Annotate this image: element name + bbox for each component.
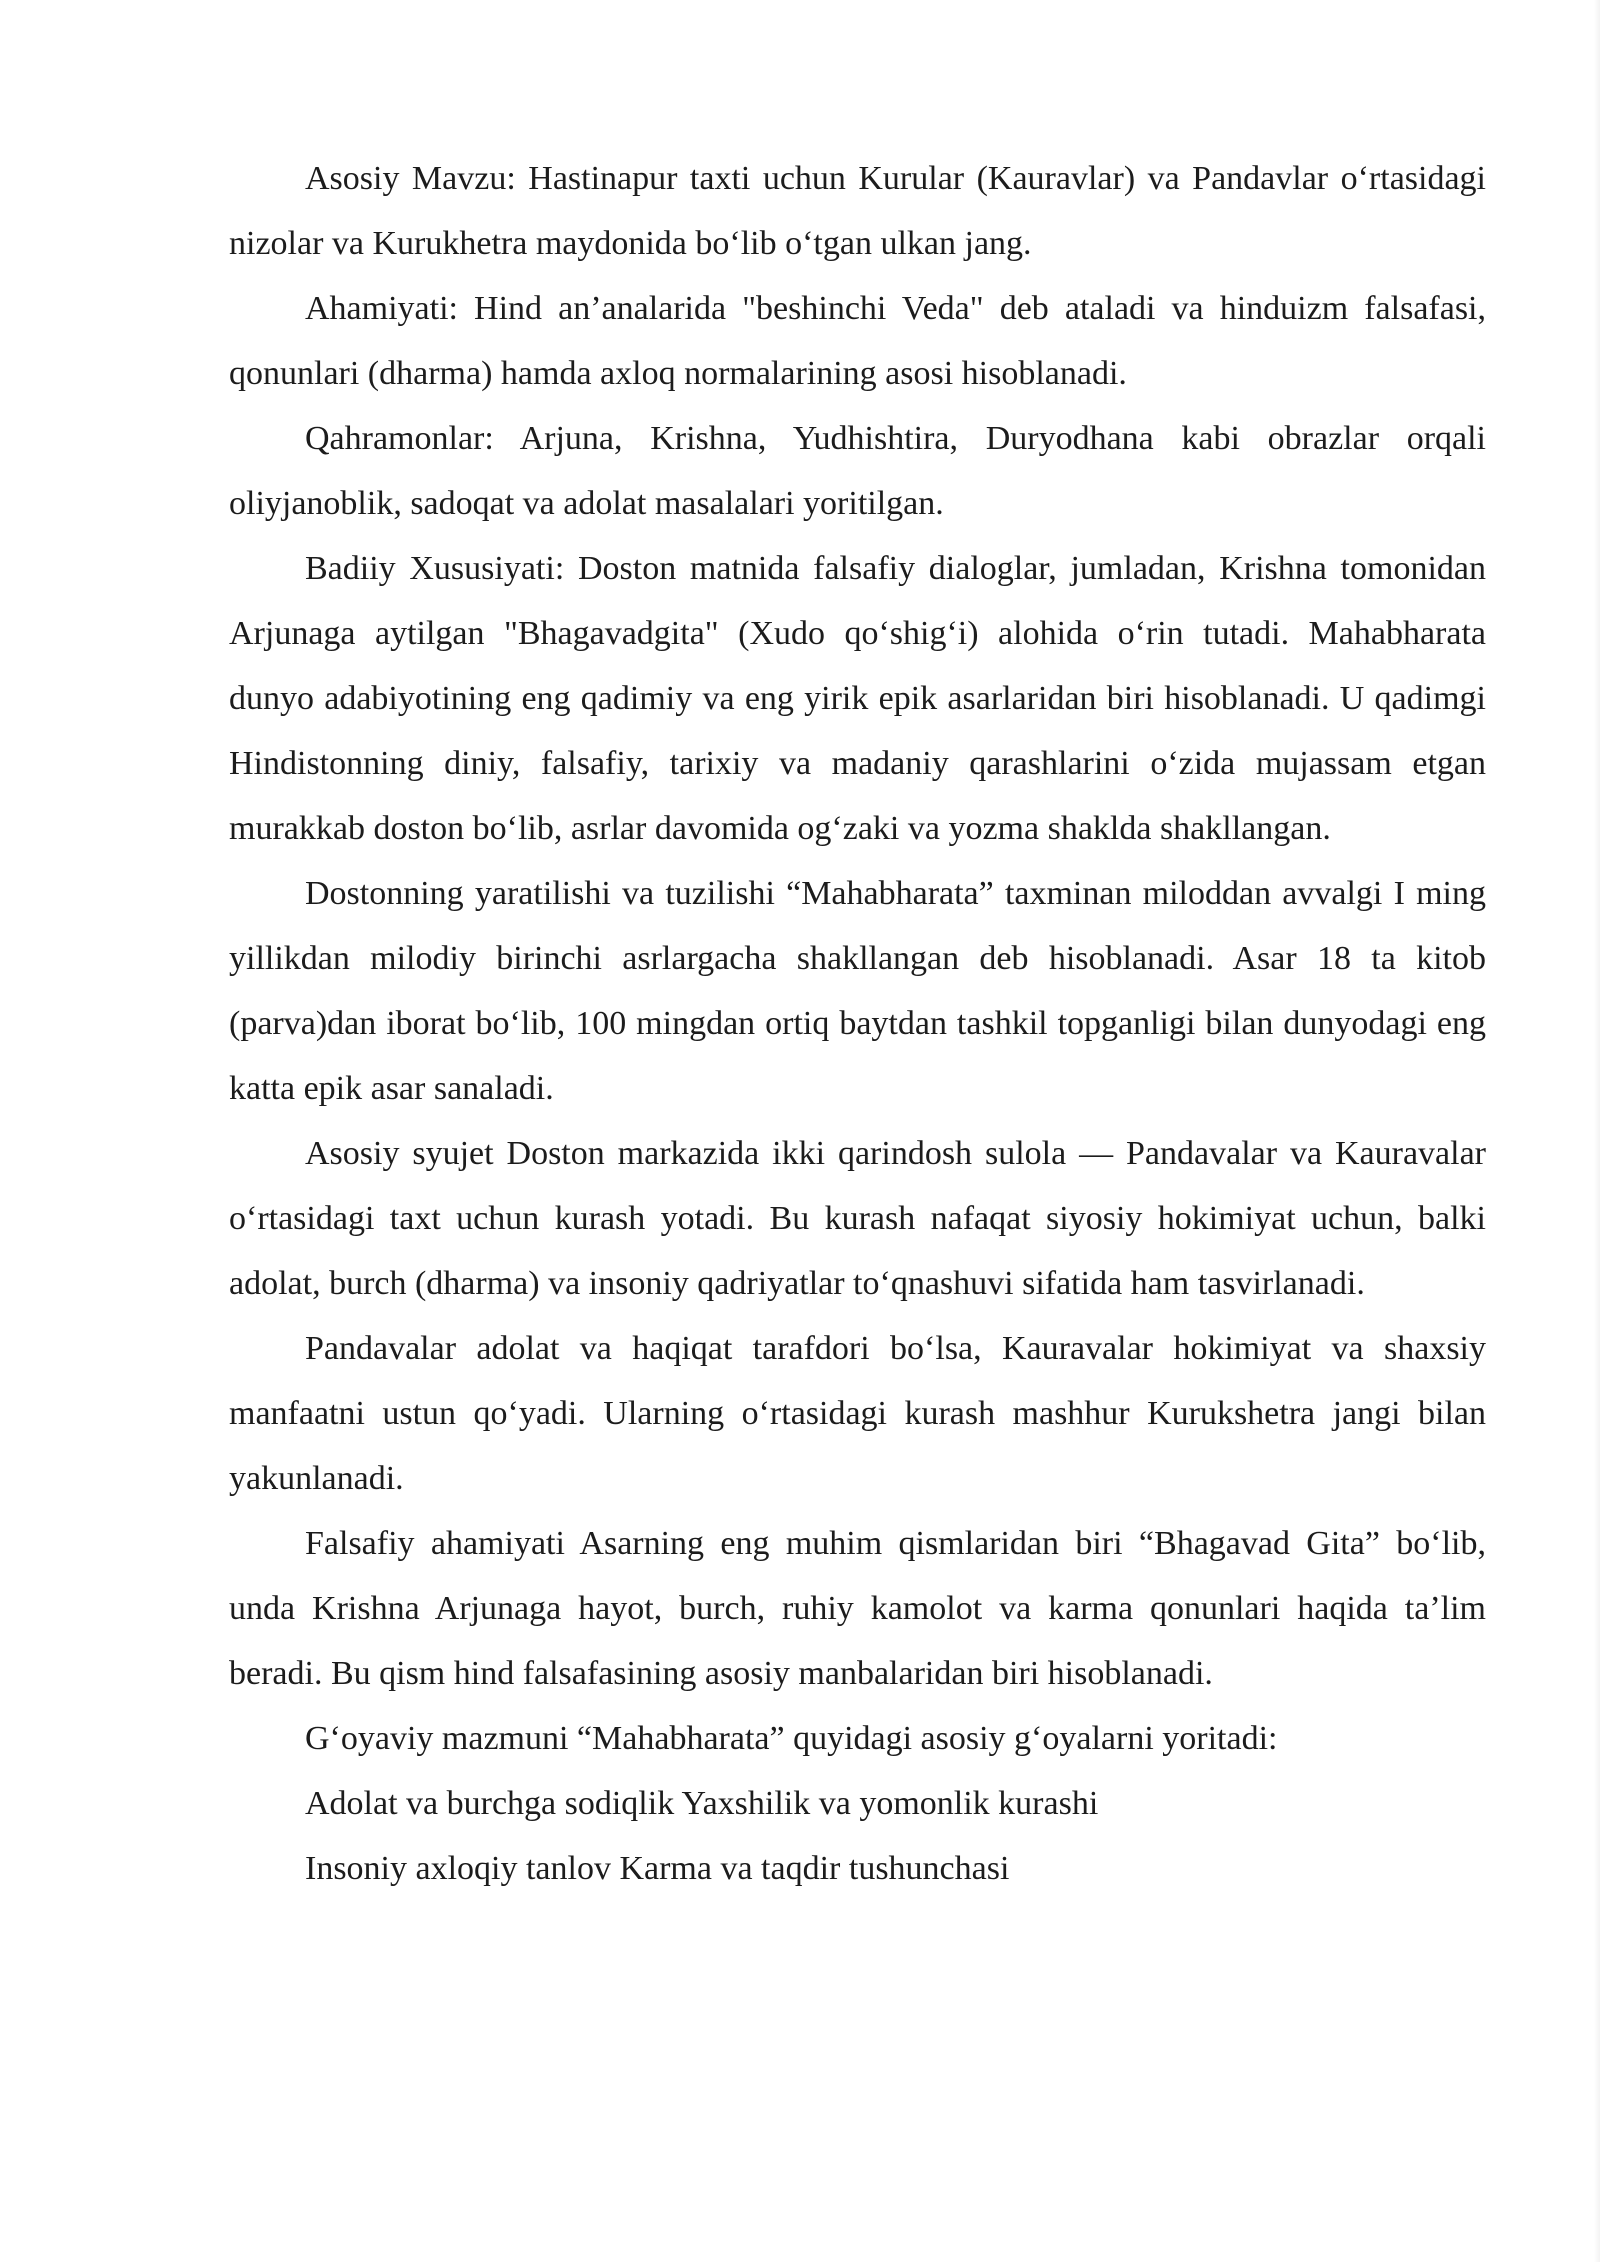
document-body [229,146,1486,1901]
paragraph-heroes: Qahramonlar: Arjuna, Krishna, Yudhishtira, Duryodhana kabi obrazlar orqali oliyjanoblik, sadoqat va adolat masalalari yoritilgan. [229,420,1486,522]
paragraph-artistic-features: Badiiy Xususiyati: Doston matnida falsafiy dialoglar, jumladan, Krishna tomonidan Arjunaga aytilgan "Bhagavadgita" (Xudo qo‘shig‘i) alohida o‘rin tutadi. Mahabharata dunyo adabiyotining eng qadimiy va eng yirik epik asarlaridan biri hisoblanadi. U qadimgi Hindistonning diniy, falsafiy, tarixiy va madaniy qarashlarini o‘zida mujassam etgan murakkab doston bo‘lib, asrlar davomida og‘zaki va yozma shaklda shakllangan. [229,550,1486,847]
paragraph-main-plot: Asosiy syujet Doston markazida ikki qarindosh sulola — Pandavalar va Kauravalar o‘rtasidagi taxt uchun kurash yotadi. Bu kurash nafaqat siyosiy hokimiyat uchun, balki adolat, burch (dharma) va insoniy qadriyatlar to‘qnashuvi sifatida ham tasvirlanadi. [229,1135,1486,1302]
paragraph-significance: Ahamiyati: Hind an’analarida "beshinchi Veda" deb ataladi va hinduizm falsafasi, qonunlari (dharma) hamda axloq normalarining asosi hisoblanadi. [229,290,1486,392]
paragraph-main-theme: Asosiy Mavzu: Hastinapur taxti uchun Kurular (Kauravlar) va Pandavlar o‘rtasidagi nizolar va Kurukhetra maydonida bo‘lib o‘tgan ulkan jang. [229,160,1486,262]
paragraph-idea-item-2: Insoniy axloqiy tanlov Karma va taqdir tushunchasi [305,1850,1010,1887]
paragraph-ideological-content: G‘oyaviy mazmuni “Mahabharata” quyidagi asosiy g‘oyalarni yoritadi: [305,1720,1278,1757]
paragraph-idea-item-1: Adolat va burchga sodiqlik Yaxshilik va yomonlik kurashi [305,1785,1099,1822]
paragraph-philosophical-significance: Falsafiy ahamiyati Asarning eng muhim qismlaridan biri “Bhagavad Gita” bo‘lib, unda Krishna Arjunaga hayot, burch, ruhiy kamolot va karma qonunlari haqida ta’lim beradi. Bu qism hind falsafasining asosiy manbalaridan biri hisoblanadi. [229,1525,1486,1692]
paragraph-pandavas-kauravas: Pandavalar adolat va haqiqat tarafdori bo‘lsa, Kauravalar hokimiyat va shaxsiy manfaatni ustun qo‘yadi. Ularning o‘rtasidagi kurash mashhur Kurukshetra jangi bilan yakunlanadi. [229,1330,1486,1497]
page-edge [1594,0,1600,2262]
paragraph-creation-structure: Dostonning yaratilishi va tuzilishi “Mahabharata” taxminan miloddan avvalgi I ming yillikdan milodiy birinchi asrlargacha shakllangan deb hisoblanadi. Asar 18 ta kitob (parva)dan iborat bo‘lib, 100 mingdan ortiq baytdan tashkil topganligi bilan dunyodagi eng katta epik asar sanaladi. [229,875,1486,1107]
